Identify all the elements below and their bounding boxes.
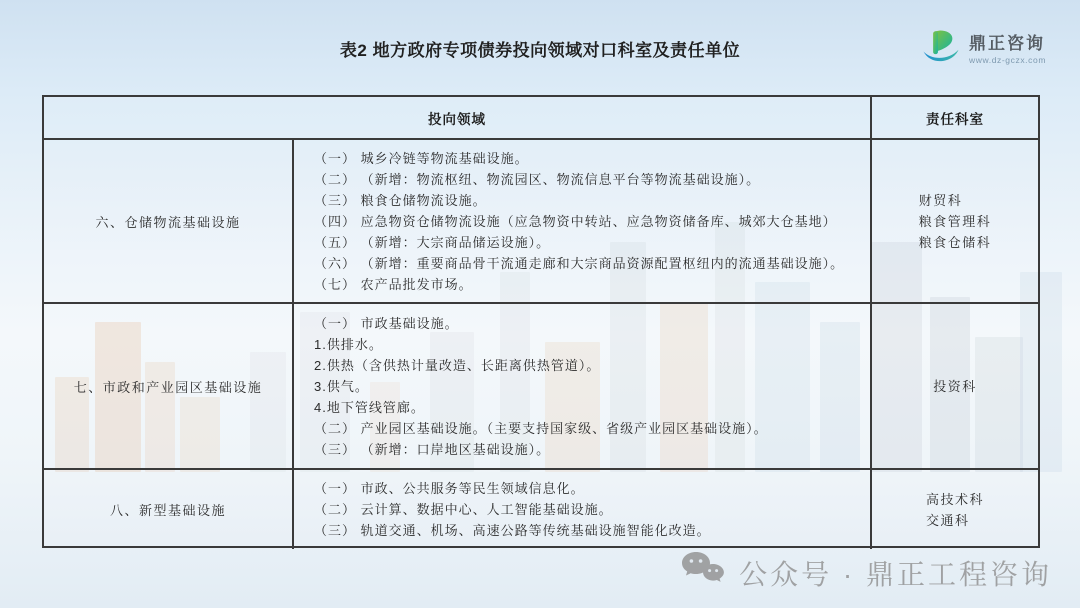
item-line: （一） 城乡冷链等物流基础设施。 [314,151,529,166]
item-line: （六） （新增：重要商品骨干流通走廊和大宗商品资源配置枢纽内的流通基础设施）。 [314,256,845,271]
wechat-icon [681,551,725,594]
departments-cell [870,470,1038,549]
item-line: （一） 市政基础设施。 [314,315,459,331]
item-line: （二） （新增：物流枢纽、物流园区、物流信息平台等物流基础设施）。 [314,172,761,187]
item-line: （二） 产业园区基础设施。（主要支持国家级、省级产业园区基础设施）。 [314,420,768,436]
item-line: （四） 应急物资仓储物流设施（应急物资中转站、应急物资储备库、城郊大仓基地） [314,214,837,229]
departments-cell [870,304,1038,468]
logo-name: 鼎正咨询 [968,34,1045,54]
department-line: 粮食管理科 [918,214,992,229]
item-line: （七） 农产品批发市场。 [314,277,473,292]
wechat-watermark [681,551,1052,594]
department-line: 高技术科 [925,491,984,507]
dingzheng-logo-icon [920,27,962,74]
table-header-row [44,97,1038,140]
category-cell [44,140,292,303]
departments-cell [870,140,1038,303]
item-line: （三） 轨道交通、机场、高速公路等传统基础设施智能化改造。 [314,523,711,538]
category-cell [44,470,292,549]
bond-table [42,95,1040,548]
table-row [44,140,1038,304]
logo-text [969,35,1046,65]
item-line: （三） 粮食仓储物流设施。 [314,193,487,208]
header-investment-area: 投向领域 [428,111,486,127]
items-cell [292,470,870,549]
item-line: 4.地下管线管廊。 [314,399,425,415]
item-line: 1.供排水。 [314,336,383,352]
header-responsible-dept: 责任科室 [870,97,1038,138]
item-line: （一） 市政、公共服务等民生领域信息化。 [314,481,585,496]
page-title: 表2 地方政府专项债券投向领域对口科室及责任单位 [339,41,741,60]
items-cell [292,140,870,303]
wechat-watermark-label: 公众号 · 鼎正工程咨询 [739,558,1052,590]
category-cell [44,304,292,468]
item-line: 2.供热（含供热计量改造、长距离供热管道）。 [314,357,601,373]
item-line: （二） 云计算、数据中心、人工智能基础设施。 [314,502,613,517]
table-row [44,304,1038,470]
category-label: 六、仓储物流基础设施 [95,215,241,230]
logo [920,27,1046,74]
item-line: （五） （新增：大宗商品储运设施）。 [314,235,551,250]
category-label: 七、市政和产业园区基础设施 [73,379,263,395]
department-line: 投资科 [933,378,977,394]
department-line: 财贸科 [918,193,963,208]
department-line: 粮食仓储科 [918,235,992,250]
table-row [44,470,1038,546]
item-line: 3.供气。 [314,378,369,394]
logo-url: www.dz-gczx.com [968,55,1046,66]
category-label: 八、新型基础设施 [109,503,226,518]
item-line: （三） （新增：口岸地区基础设施）。 [314,441,551,457]
department-line: 交通科 [925,512,970,528]
items-cell [292,304,870,468]
table-body [44,140,1038,546]
